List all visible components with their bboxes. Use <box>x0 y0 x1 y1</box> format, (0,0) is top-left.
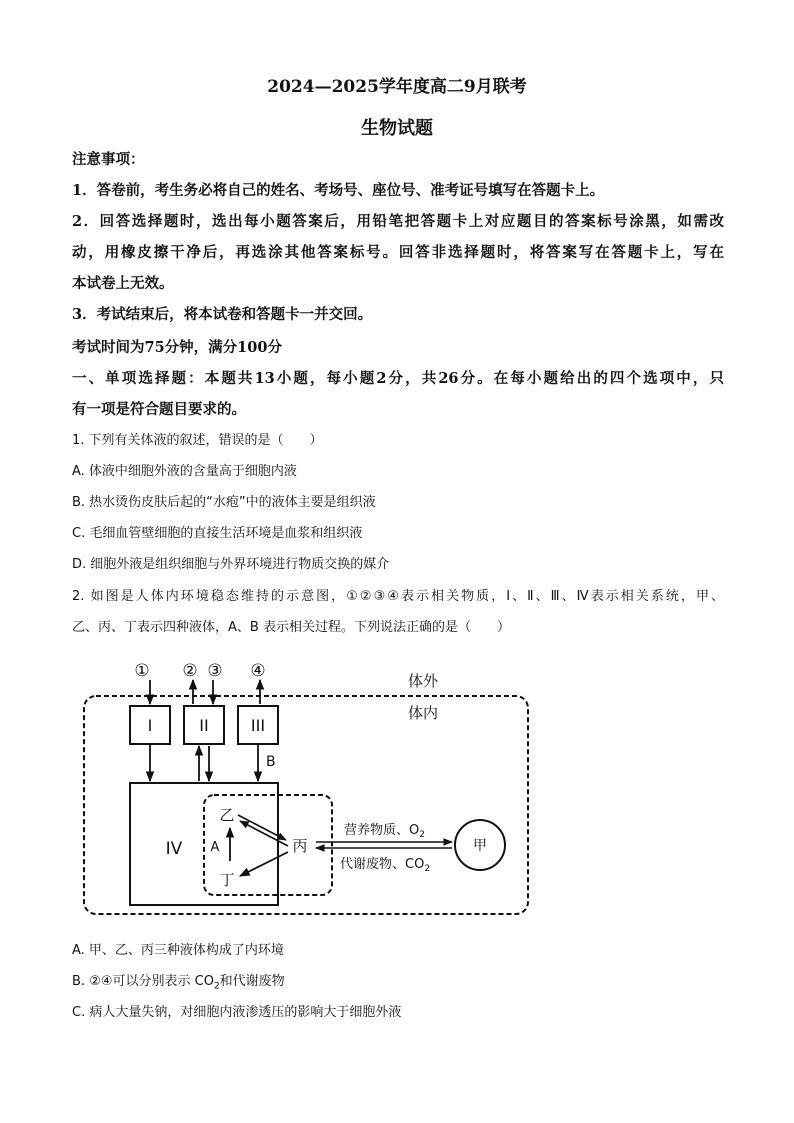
question-1-option-c: C. 毛细血管壁细胞的直接生活环境是血浆和组织液 <box>72 526 363 541</box>
note-item-2-line1: 2．回答选择题时，选出每小题答案后，用铅笔把答题卡上对应题目的答案标号涂黑，如需改 <box>72 213 724 230</box>
subject-title: 生物试题 <box>361 118 433 139</box>
question-1-option-d: D. 细胞外液是组织细胞与外界环境进行物质交换的媒介 <box>72 557 390 572</box>
question-1-option-b: B. 热水烫伤皮肤后起的“水疱”中的液体主要是组织液 <box>72 495 376 510</box>
liquid-ding-label: 丁 <box>219 871 235 889</box>
arrow-bing-to-yi <box>240 821 288 846</box>
outside-label: 体外 <box>408 672 439 690</box>
exam-time: 考试时间为75分钟，满分100分 <box>72 339 282 356</box>
note-item-1: 1．答卷前，考生务必将自己的姓名、考场号、座位号、准考证号填写在答题卡上。 <box>72 182 605 199</box>
waste-label: 代谢废物、$CO_2$ <box>340 857 431 874</box>
notes-heading: 注意事项： <box>72 151 145 168</box>
process-b-label: B <box>266 754 276 770</box>
question-2-option-b-subscript: 2 <box>213 981 220 992</box>
substance-4-label: ④ <box>250 661 266 681</box>
system-2-label: II <box>199 716 209 735</box>
substance-3-label: ③ <box>207 661 223 681</box>
note-item-2-line2: 动，用橡皮擦干净后，再选涂其他答案标号。回答非选择题时，将答案写在答题卡上，写在 <box>72 244 724 261</box>
question-1-stem: 1. 下列有关体液的叙述，错误的是（ ） <box>72 433 323 448</box>
question-2-stem-line2: 乙、丙、丁表示四种液体，A、B 表示相关过程。下列说法正确的是（ ） <box>72 620 510 635</box>
question-2-option-c: C. 病人大量失钠，对细胞内液渗透压的影响大于细胞外液 <box>72 1005 402 1020</box>
arrow-bing-to-ding <box>240 852 288 876</box>
question-1-option-a: A. 体液中细胞外液的含量高于细胞内液 <box>72 464 297 479</box>
substance-1-label: ① <box>134 661 150 681</box>
substance-2-label: ② <box>182 661 198 681</box>
system-3-label: III <box>250 716 266 735</box>
question-2-option-b-suffix: 和代谢废物 <box>219 974 285 989</box>
question-2-option-b-prefix: B. ②④可以分别表示 CO <box>72 974 214 989</box>
question-2-option-a: A. 甲、乙、丙三种液体构成了内环境 <box>72 943 284 958</box>
exam-title: 2024—2025学年度高二9月联考 <box>267 77 527 97</box>
question-2-option-b <box>72 972 724 997</box>
section-heading-line1: 一、单项选择题：本题共13小题，每小题2分，共26分。在每小题给出的四个选项中，只 <box>72 370 724 387</box>
system-1-label: I <box>147 716 153 735</box>
question-2-stem-line1: 2. 如图是人体内环境稳态维持的示意图，①②③④表示相关物质，Ⅰ、Ⅱ、Ⅲ、Ⅳ表示相关系统，甲、 <box>72 589 724 604</box>
liquid-yi-label: 乙 <box>219 806 235 824</box>
system-4-label: IV <box>165 839 183 859</box>
inside-label: 体内 <box>408 704 439 722</box>
cell-jia-label: 甲 <box>473 838 487 854</box>
liquid-bing-label: 丙 <box>292 837 308 855</box>
note-item-2-line3: 本试卷上无效。 <box>72 275 174 292</box>
homeostasis-diagram <box>72 648 542 924</box>
process-a-label: A <box>210 840 220 855</box>
note-item-3: 3．考试结束后，将本试卷和答题卡一并交回。 <box>72 306 373 323</box>
nutrient-label: 营养物质、$O_2$ <box>344 823 425 840</box>
section-heading-line2: 有一项是符合题目要求的。 <box>72 401 246 418</box>
